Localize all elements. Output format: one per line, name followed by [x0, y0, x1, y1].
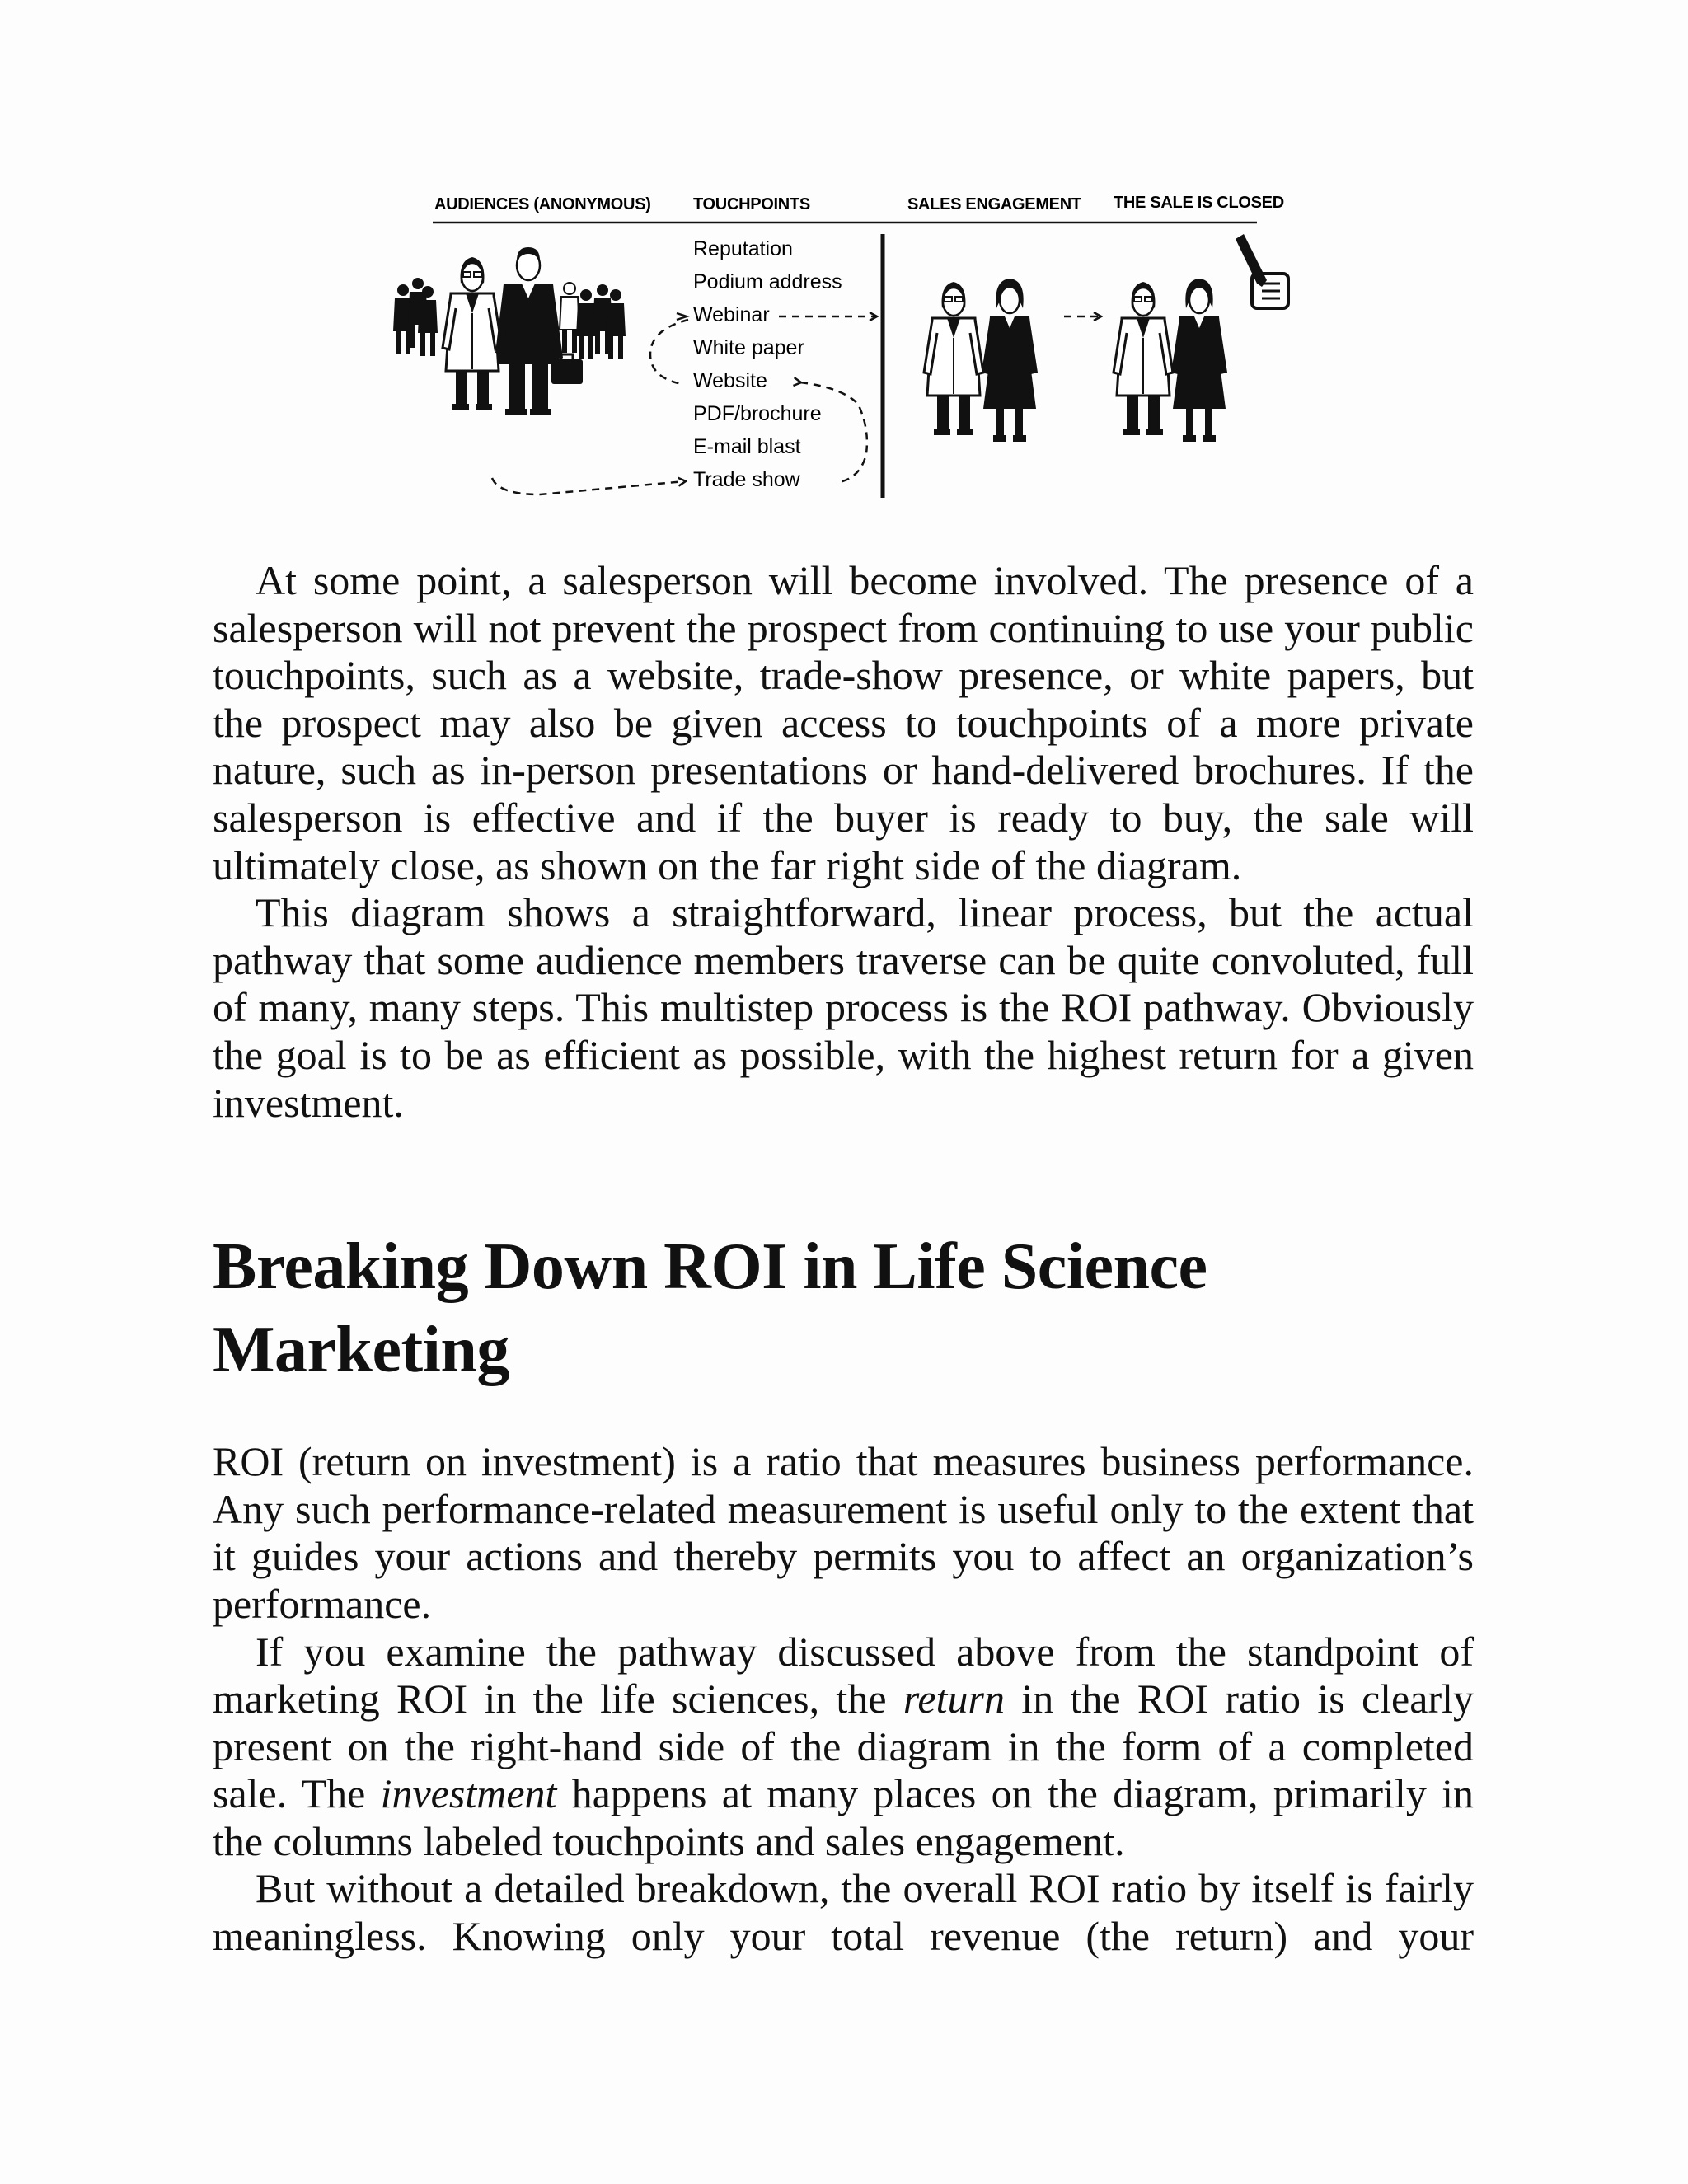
header-audiences: AUDIENCES (ANONYMOUS)	[434, 195, 651, 213]
salesperson-figure	[1171, 279, 1227, 442]
body-paragraph: At some point, a salesperson will become involved. The presence of a salesperson will not prevent the prospect from continuing to use your public touchpoints, such as a website, trade-show presence, or white papers, but the prospect may also be given access to touchpoints of a more private nature, such as in-person presentations or hand-delivered brochures. If the salesperson is effective and if the buyer is ready to buy, the sale will ultimately close, as shown on the far right side of the diagram.	[213, 557, 1474, 888]
body-paragraph: But without a detailed breakdown, the overall ROI ratio by itself is fairly meaningless. Knowing only your total revenue (the return) and your	[213, 1865, 1474, 1960]
emphasis-investment: investment	[380, 1770, 557, 1817]
touchpoint-item: Podium address	[693, 270, 842, 293]
touchpoints-list	[693, 237, 842, 491]
touchpoint-item: White paper	[693, 336, 804, 359]
header-touchpoints: TOUCHPOINTS	[693, 195, 810, 213]
body-paragraph: This diagram shows a straightforward, linear process, but the actual pathway that some audience members traverse can be quite convoluted, full of many, many steps. This multistep process is the ROI pathway. Obviously the goal is to be as efficient as possible, with the highest return for a given investment.	[213, 889, 1474, 1126]
sales-pathway-diagram	[375, 181, 1331, 511]
header-sales-engagement: SALES ENGAGEMENT	[907, 195, 1081, 213]
header-sale-closed: THE SALE IS CLOSED	[1114, 194, 1284, 212]
touchpoint-item: Website	[693, 369, 767, 392]
touchpoint-item: PDF/brochure	[693, 402, 822, 425]
scientist-figure	[1114, 282, 1173, 435]
section-heading: Breaking Down ROI in Life Science Marketing	[213, 1230, 1207, 1387]
touchpoint-item: Webinar	[693, 303, 770, 326]
touchpoint-item: Reputation	[693, 237, 793, 260]
body-paragraph: ROI (return on investment) is a ratio that measures business performance. Any such performance-related measurement is useful only to the extent that it guides your actions and thereby permits you to affect an organization’s performance.	[213, 1438, 1474, 1627]
signed-contract-icon	[1236, 234, 1288, 308]
touchpoint-item: E-mail blast	[693, 435, 801, 458]
scientist-figure	[924, 282, 983, 435]
businessman-figure	[495, 247, 583, 415]
scientist-figure	[443, 257, 502, 410]
salesperson-figure	[982, 279, 1038, 442]
body-paragraph: If you examine the pathway discussed above from the standpoint of marketing ROI in the life sciences, the return in the ROI ratio is clearly present on the right-hand side of the diagram in the form of a completed sale. The investment happens at many places on the diagram, primarily in the columns labeled touchpoints and sales engagement.	[213, 1628, 1474, 1864]
emphasis-return: return	[903, 1675, 1005, 1722]
page-body	[213, 557, 1474, 1961]
touchpoint-item: Trade show	[693, 468, 800, 491]
